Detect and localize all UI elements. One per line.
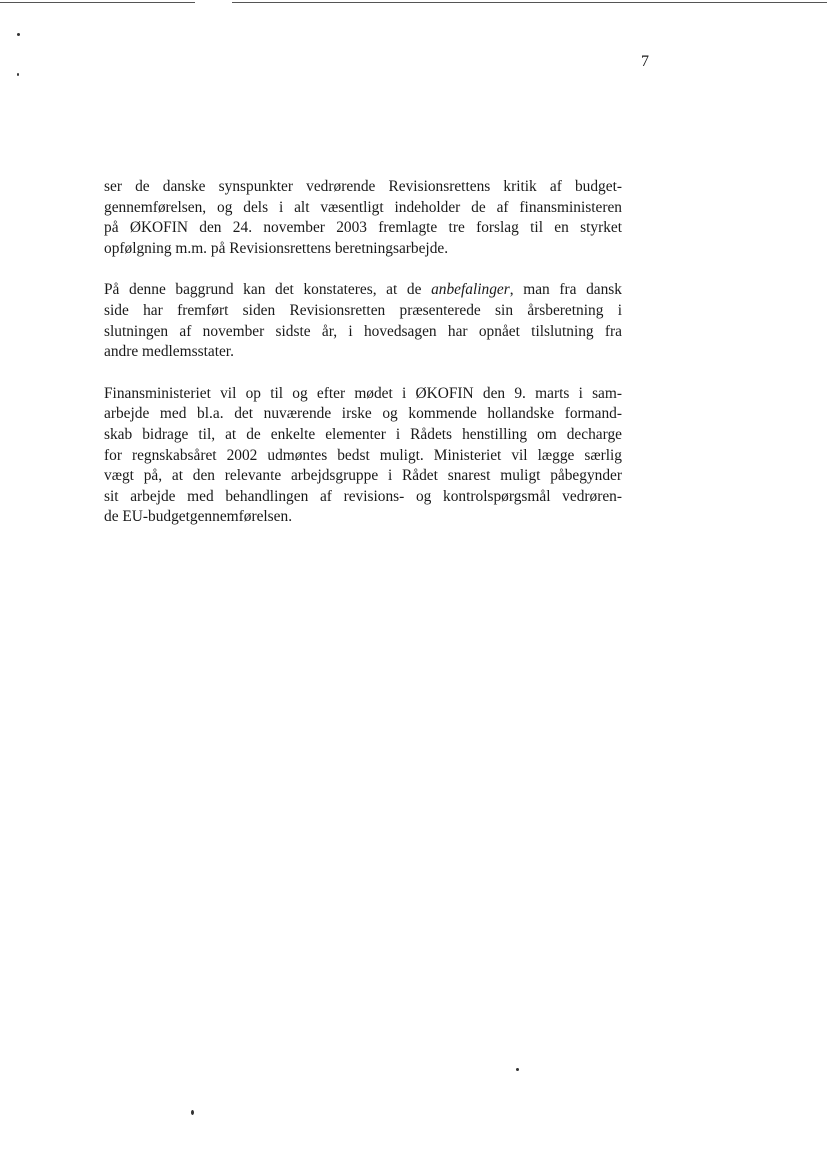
paragraph bbox=[104, 177, 622, 259]
text-line: gennemførelsen, og dels i alt væsentligt indeholder de af finansministeren bbox=[104, 198, 622, 216]
text-line: de EU-budgetgennemførelsen. bbox=[104, 508, 293, 526]
text-line: ser de danske synspunkter vedrørende Revisionsrettens kritik af budget- bbox=[104, 178, 622, 195]
scan-speck bbox=[516, 1068, 519, 1071]
text-segment: På denne baggrund kan det konstateres, at de bbox=[104, 281, 432, 299]
text-line: andre medlemsstater. bbox=[104, 343, 234, 361]
scan-speck bbox=[17, 33, 20, 36]
paragraph bbox=[104, 280, 622, 362]
text-line: opfølgning m.m. på Revisionsrettens beretningsarbejde. bbox=[104, 239, 449, 257]
text-line: på ØKOFIN den 24. november 2003 fremlagte tre forslag til en styrket bbox=[104, 219, 622, 237]
text-line: arbejde med bl.a. det nuværende irske og kommende hollandske formand- bbox=[104, 405, 622, 423]
text-segment: , man fra dansk bbox=[509, 281, 622, 299]
emphasized-term: anbefalinger bbox=[431, 281, 510, 299]
text-line: vægt på, at den relevante arbejdsgruppe i Rådet snarest muligt påbegynder bbox=[104, 467, 622, 485]
paragraph bbox=[104, 384, 622, 528]
scan-top-rule-left bbox=[0, 2, 195, 3]
document-body bbox=[104, 177, 622, 549]
scan-speck bbox=[17, 73, 19, 76]
text-line: skab bidrage til, at de enkelte elementer i Rådets henstilling om decharge bbox=[104, 425, 622, 443]
text-line bbox=[104, 280, 622, 301]
scan-speck bbox=[191, 1110, 194, 1115]
page-number: 7 bbox=[641, 53, 649, 70]
text-line: for regnskabsåret 2002 udmøntes bedst muligt. Ministeriet vil lægge særlig bbox=[104, 446, 622, 464]
text-line: side har fremført siden Revisionsretten præsenterede sin årsberetning i bbox=[104, 301, 622, 319]
text-line: sit arbejde med behandlingen af revisions- og kontrolspørgsmål vedrøren- bbox=[104, 487, 622, 505]
text-line: slutningen af november sidste år, i hovedsagen har opnået tilslutning fra bbox=[104, 322, 622, 340]
scan-top-rule-right bbox=[232, 2, 827, 3]
text-line: Finansministeriet vil op til og efter mødet i ØKOFIN den 9. marts i sam- bbox=[104, 384, 622, 402]
